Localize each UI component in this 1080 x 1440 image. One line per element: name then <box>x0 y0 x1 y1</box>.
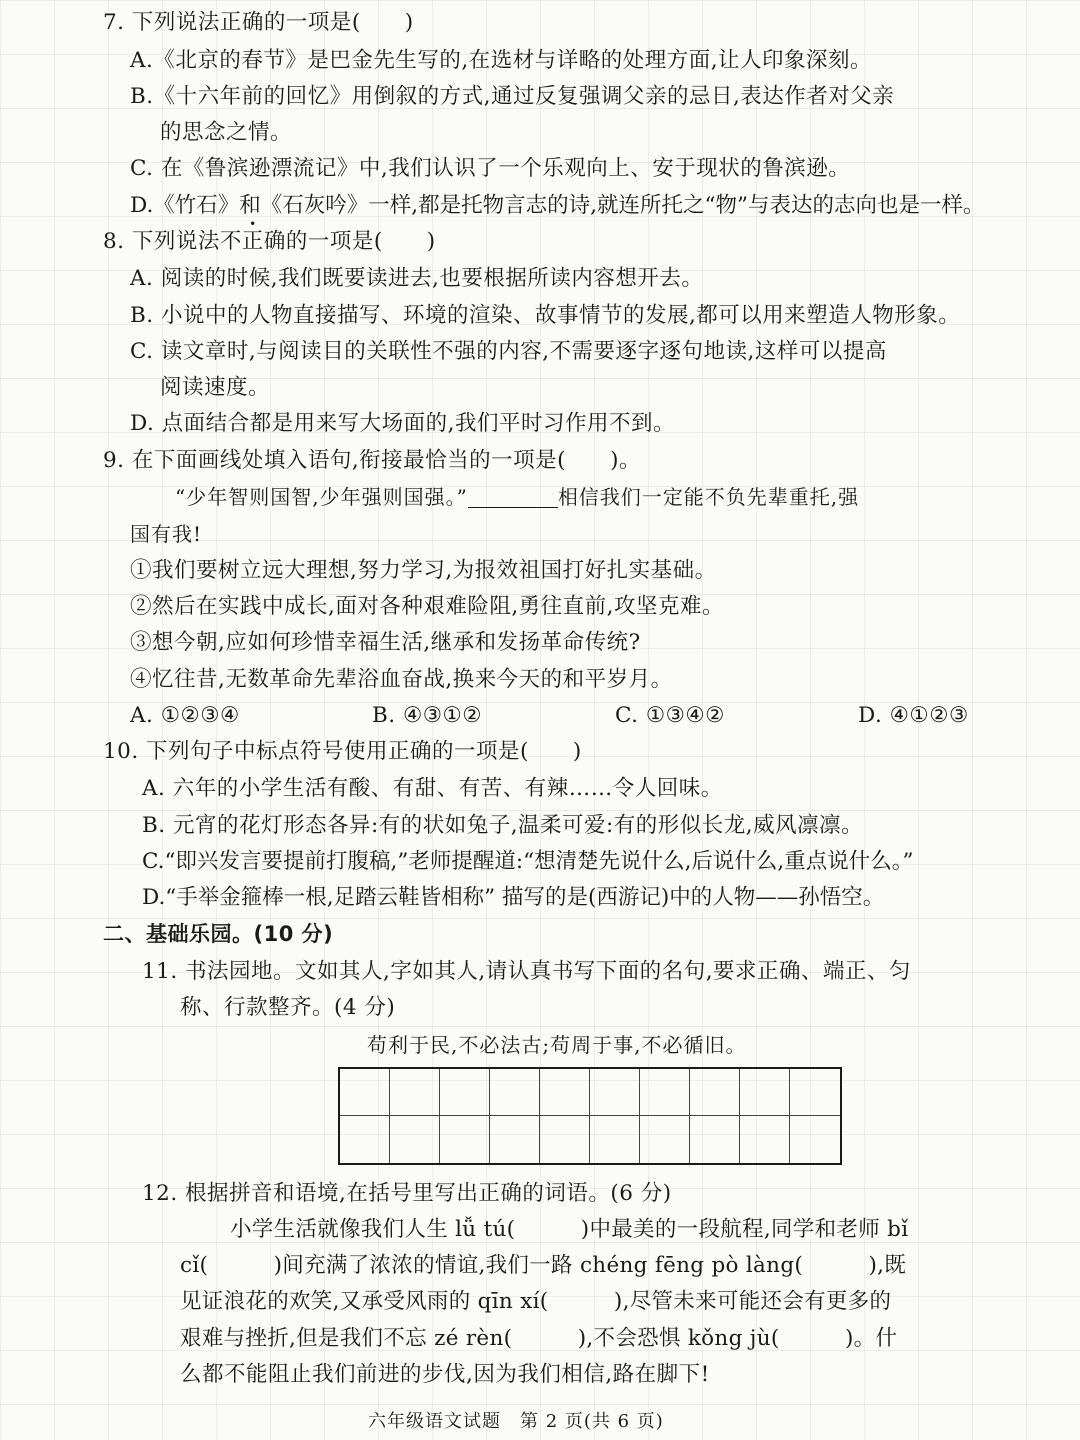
q9-choice-c: C. ①③④② <box>615 703 725 728</box>
grid-cell[interactable] <box>640 1116 690 1163</box>
grid-cell[interactable] <box>590 1116 640 1163</box>
q9-choice-b: B. ④③①② <box>372 703 483 728</box>
grid-cell[interactable] <box>490 1116 540 1163</box>
grid-cell[interactable] <box>540 1116 590 1163</box>
q12-line4: 艰难与挫折,但是我们不忘 zé rèn( ),不会恐惧 kǒng jù( )。什 <box>180 1326 898 1351</box>
q9-item-1: ①我们要树立远大理想,努力学习,为报效祖国打好扎实基础。 <box>130 558 717 583</box>
q10-option-d: D.“手举金箍棒一根,足踏云鞋皆相称” 描写的是(西游记)中的人物——孙悟空。 <box>142 885 885 910</box>
q10-option-c: C.“即兴发言要提前打腹稿,”老师提醒道:“想清楚先说什么,后说什么,重点说什么。” <box>142 849 914 874</box>
grid-cell[interactable] <box>440 1116 490 1163</box>
q9-fill-blank[interactable] <box>468 487 558 508</box>
q7-option-a: A.《北京的春节》是巴金先生写的,在选材与详略的处理方面,让人印象深刻。 <box>130 48 873 73</box>
grid-cell[interactable] <box>390 1116 440 1163</box>
q12-line5: 么都不能阻止我们前进的步伐,因为我们相信,路在脚下! <box>180 1362 710 1387</box>
q12-line3: 见证浪花的欢笑,又承受风雨的 qīn xí( ),尽管未来可能还会有更多的 <box>180 1289 892 1314</box>
q12-line2: cǐ( )间充满了浓浓的情谊,我们一路 chéng fēng pò làng( ),既 <box>180 1253 907 1278</box>
q8-stem-pre: 8. 下列说法 <box>103 229 220 254</box>
q11-quote: 苟利于民,不必法古;苟周于事,不必循旧。 <box>367 1033 747 1057</box>
page-footer: 六年级语文试题 第 2 页(共 6 页) <box>368 1411 664 1432</box>
q12-line1: 小学生活就像我们人生 lǚ tú( )中最美的一段航程,同学和老师 bǐ <box>230 1217 909 1242</box>
q7-option-d: D.《竹石》和《石灰吟》一样,都是托物言志的诗,就连所托之“物”与表达的志向也是一样。 <box>130 193 985 218</box>
q9-quote-line2: 国有我! <box>130 522 203 546</box>
q10-option-b: B. 元宵的花灯形态各异:有的状如兔子,温柔可爱:有的形似长龙,威风凛凛。 <box>142 813 864 838</box>
q9-stem: 9. 在下面画线处填入语句,衔接最恰当的一项是( )。 <box>103 448 641 473</box>
grid-cell[interactable] <box>440 1069 490 1116</box>
grid-cell[interactable] <box>540 1069 590 1116</box>
q12-stem: 12. 根据拼音和语境,在括号里写出正确的词语。(6 分) <box>142 1181 672 1206</box>
q8-option-a: A. 阅读的时候,我们既要读进去,也要根据所读内容想开去。 <box>130 266 704 291</box>
grid-cell[interactable] <box>340 1116 390 1163</box>
q7-option-b-cont: 的思念之情。 <box>160 120 293 145</box>
q7-stem: 7. 下列说法正确的一项是( ) <box>103 10 414 35</box>
q7-option-c: C. 在《鲁滨逊漂流记》中,我们认识了一个乐观向上、安于现状的鲁滨逊。 <box>130 156 851 181</box>
grid-cell[interactable] <box>490 1069 540 1116</box>
q11-line1: 11. 书法园地。文如其人,字如其人,请认真书写下面的名句,要求正确、端正、匀 <box>142 959 912 984</box>
grid-cell[interactable] <box>690 1116 740 1163</box>
grid-cell[interactable] <box>790 1069 840 1116</box>
grid-cell[interactable] <box>690 1069 740 1116</box>
q9-choice-d: D. ④①②③ <box>858 703 969 728</box>
q9-quote-post: 相信我们一定能不负先辈重托,强 <box>557 485 860 509</box>
q8-option-d: D. 点面结合都是用来写大场面的,我们平时习作用不到。 <box>130 411 675 436</box>
q9-quote-line <box>175 487 859 508</box>
grid-cell[interactable] <box>390 1069 440 1116</box>
grid-cell[interactable] <box>590 1069 640 1116</box>
section-2-title: 二、基础乐园。(10 分) <box>103 922 334 946</box>
q7-option-b: B.《十六年前的回忆》用倒叙的方式,通过反复强调父亲的忌日,表达作者对父亲 <box>130 84 895 109</box>
q8-stem-post: 的一项是( ) <box>285 229 436 254</box>
grid-cell[interactable] <box>740 1069 790 1116</box>
q9-item-4: ④忆往昔,无数革命先辈浴血奋战,换来今天的和平岁月。 <box>130 667 673 692</box>
q8-option-c-cont: 阅读速度。 <box>160 375 271 400</box>
grid-cell[interactable] <box>340 1069 390 1116</box>
q10-stem: 10. 下列句子中标点符号使用正确的一项是( ) <box>103 739 582 764</box>
grid-cell[interactable] <box>740 1116 790 1163</box>
calligraphy-grid[interactable] <box>338 1067 842 1165</box>
q10-option-a: A. 六年的小学生活有酸、有甜、有苦、有辣……令人回味。 <box>142 776 723 801</box>
grid-cell[interactable] <box>790 1116 840 1163</box>
grid-cell[interactable] <box>640 1069 690 1116</box>
q9-item-3: ③想今朝,应如何珍惜幸福生活,继承和发扬革命传统? <box>130 630 641 655</box>
q8-stem <box>103 231 436 253</box>
q8-stem-emphasis: 不正确 <box>219 229 286 254</box>
q8-option-c: C. 读文章时,与阅读目的关联性不强的内容,不需要逐字逐句地读,这样可以提高 <box>130 339 887 364</box>
q8-option-b: B. 小说中的人物直接描写、环境的渲染、故事情节的发展,都可以用来塑造人物形象。 <box>130 303 961 328</box>
q9-quote: “少年智则国智,少年强则国强。” <box>175 485 468 509</box>
q9-choice-a: A. ①②③④ <box>130 703 240 728</box>
q11-line2: 称、行款整齐。(4 分) <box>180 995 396 1020</box>
q9-item-2: ②然后在实践中成长,面对各种艰难险阻,勇往直前,攻坚克难。 <box>130 594 725 619</box>
